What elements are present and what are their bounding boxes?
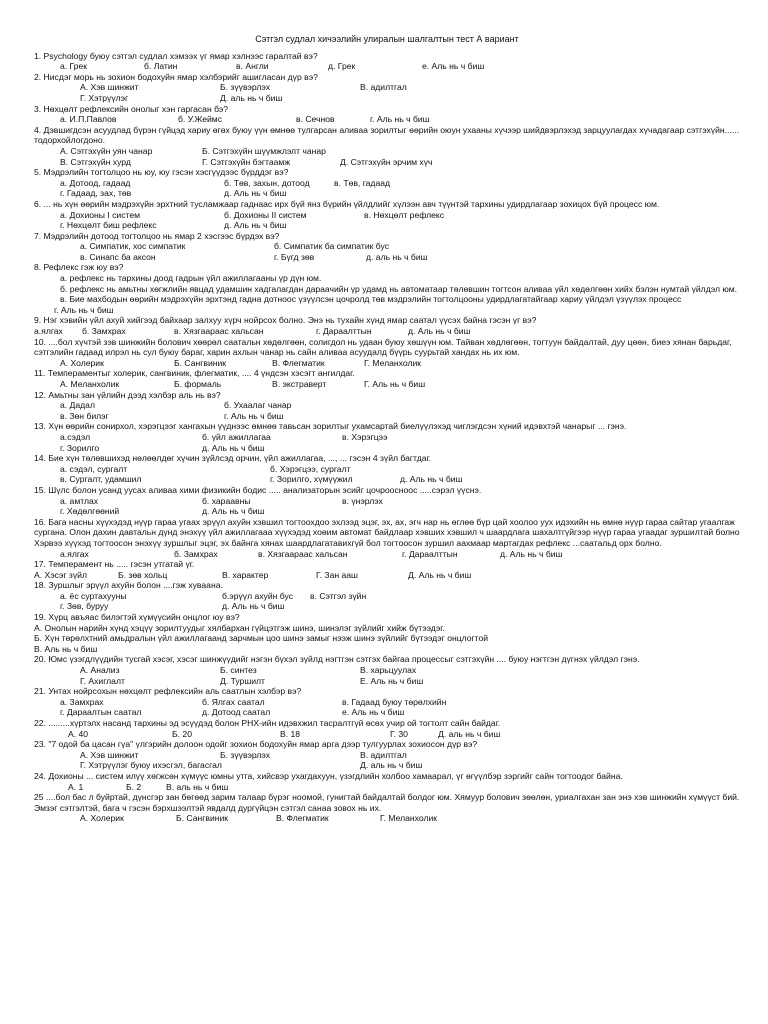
answer-option: а. И.П.Павлов xyxy=(60,114,117,125)
answer-option: Б. 2 xyxy=(126,781,142,792)
answer-option: д. Аль нь ч биш xyxy=(202,506,265,517)
answer-option: д. Аль нь ч биш xyxy=(222,601,285,612)
answer-option: В. Флегматик xyxy=(272,357,325,368)
answer-option: Д. аль нь ч биш xyxy=(220,92,283,103)
answer-option: б.эрүүл ахуйн бус xyxy=(222,590,294,601)
answer-option: б. Ухаалаг чанар xyxy=(224,400,292,411)
answer-option: в. Хязгаараас хальсан xyxy=(258,548,348,559)
answer-option: А. Холерик xyxy=(60,357,104,368)
answer-option: а. сэдэл, сургалт xyxy=(60,463,128,474)
answer-option: г. Аль нь ч биш xyxy=(224,410,284,421)
answer-option: Г. Хэтрүүлэг xyxy=(80,92,129,103)
answer-option: В. адилтгал xyxy=(360,82,407,93)
question-18 xyxy=(34,580,740,612)
question-text: 13. Хүн өөрийн сонирхол, хэрэгцээг хангахын үүднээс өмнөө тавьсан зорилтыг ухамсартай биелүүлэхэд чиглэгдсэн хүний идэвхтэй чанарыг ... гэнэ. xyxy=(34,421,627,432)
answer-option: Б. Хүн төрөлхтний амьдралын үйл ажиллагаанд зарчмын цоо шинэ замыг нээж шинэ зүйлийг бүтээдэг онцлогтой xyxy=(34,633,489,644)
answer-option: А. Холерик xyxy=(80,813,124,824)
question-11 xyxy=(34,368,740,389)
question-text: 12. Амьтны зан үйлийн дээд хэлбэр аль нь вэ? xyxy=(34,389,221,400)
answer-option: а.сэдэл xyxy=(60,431,91,442)
answer-option: Д. Туршилт xyxy=(220,675,265,686)
question-text: 21. Унтах нойрсохын нөхцөлт рефлексийн аль саатлын хэлбэр вэ? xyxy=(34,686,302,697)
question-text: 17. Темперамент нь ..... гэсэн утгатай үг. xyxy=(34,559,195,570)
question-2 xyxy=(34,72,740,104)
answer-option: А. Хэв шинжит xyxy=(80,749,139,760)
question-text: 8. Рефлекс гэж юу вэ? xyxy=(34,262,124,273)
answer-option: д. Аль нь ч биш xyxy=(202,442,265,453)
answer-option: г. Аль нь ч биш xyxy=(54,304,114,315)
answer-option: в. Нөхцөлт рефлекс xyxy=(364,209,445,220)
answer-option: б. рефлекс нь амьтны хөгжлийн явцад удамшин хадгалагдан дараачийн үр удамд нь автоматаар төлөвшин тогтсон аливаа үйл хөдөлгөөн хийх бэлэн нумтай үйлдэл юм. xyxy=(60,283,738,294)
answer-option: б. Симпатик ба симпатик бус xyxy=(274,241,389,252)
question-text: 25 ....бол бас л буйртай, дүнсгэр зан бөгөөд зарим талаар бүрэг ноомой, гунигтай байдалтай болдог юм. Хямуур болович зөөлөн, уриалгахан зан энэ хэв шинжийн хүмүүст бий. Эмзэг сэтгэлтэй, бага ч гэсэн бэрхшээлтэй явдалд дургүйцэн сэтгэл санаа зовох нь их. xyxy=(34,792,740,813)
answer-option: г. Нөхцөлт биш рефлекс xyxy=(60,220,157,231)
question-22 xyxy=(34,718,740,739)
answer-option: а. Грек xyxy=(60,61,88,72)
question-text: 15. Шүлс болон усанд уусах аливаа хими физикийн бодис ..... анализаторын эсийг цочроосноос .....сэрэл үүснэ. xyxy=(34,484,482,495)
question-text: 11. Темпераментыг холерик, сангвиник, флегматик, .... 4 үндсэн хэсэгт ангилдаг. xyxy=(34,368,355,379)
question-19 xyxy=(34,612,740,654)
answer-option: в. Хязгаараас хальсан xyxy=(174,326,264,337)
answer-option: г. Дараалттын xyxy=(402,548,458,559)
answer-option: д. Грек xyxy=(328,61,356,72)
answer-option: А. Хэсэг зүйл xyxy=(34,569,87,580)
answer-option: Г. Меланхолик xyxy=(364,357,422,368)
answer-option: в. Синапс ба аксон xyxy=(80,251,156,262)
answer-option: а. Дотоод, гадаад xyxy=(60,177,131,188)
answer-option: а. Дадал xyxy=(60,400,95,411)
answer-option: б. Ялгах саатал xyxy=(202,696,265,707)
answer-option: Б. 20 xyxy=(172,728,192,739)
answer-option: в. Төв, гадаад xyxy=(334,177,391,188)
answer-option: В. аль нь ч биш xyxy=(166,781,229,792)
answer-option: В. Аль нь ч биш xyxy=(34,643,98,654)
answer-option: Г. 30 xyxy=(390,728,408,739)
answer-option: А. Сэтгэхүйн уян чанар xyxy=(60,145,153,156)
answer-option: В. адилтгал xyxy=(360,749,407,760)
question-6 xyxy=(34,199,740,231)
answer-option: Б. Сэтгэхүйн шүүмжлэлт чанар xyxy=(202,145,326,156)
answer-option: Д. аль нь ч биш xyxy=(438,728,501,739)
answer-option: Г. Сэтгэхүйн бэгтаамж xyxy=(202,156,291,167)
question-text: 1. Psychology буюу сэтгэл судлал хэмээх үг ямар хэлнээс гаралтай вэ? xyxy=(34,50,318,61)
answer-option: А. Меланхолик xyxy=(60,379,120,389)
answer-option: г. Дараалттын xyxy=(316,326,372,337)
answer-option: д. Аль нь ч биш xyxy=(500,548,563,559)
answer-option: д. Аль нь ч биш xyxy=(224,188,287,199)
question-1 xyxy=(34,51,740,72)
question-24 xyxy=(34,771,740,792)
answer-option: А. Анализ xyxy=(80,665,120,676)
question-text: 3. Нөхцөлт рефлексийн онолыг хэн гаргасан бэ? xyxy=(34,103,229,114)
answer-option: В. 18 xyxy=(280,728,301,739)
question-text: 2. Нисдэг морь нь зохион бодохуйн ямар хэлбэрийг ашигласан дүр вэ? xyxy=(34,71,318,82)
answer-option: А. 40 xyxy=(68,728,89,739)
answer-option: Б. зүүвэрлэх xyxy=(220,82,270,93)
answer-option: в. Бие махбодын өөрийн мэдрэхүйн эрхтэнд гадна дотноос үзүүлсэн цочролд төв мэдрэлийн тогтолцооны удирдлагатайгаар хариу үйлдэл үзүүлэх процесс xyxy=(60,294,682,305)
question-15 xyxy=(34,485,740,517)
answer-option: г. Зорилго, хүмүүжил xyxy=(270,474,353,485)
answer-option: б. үйл ажиллагаа xyxy=(202,431,271,442)
answer-option: в. Зөн билэг xyxy=(60,410,109,421)
question-text: 10. ....бол хүчтэй зэв шинжийн болович хөөрөл саатальн хөдөлгөөн, солигдол нь удаан буюу хөшүүн юм. Тайван хөдлөгөөн, тогтуун байдалтай, дуу цөөн, биеэ хянан барьдаг, сэтгэлийн гадаад илрэл нь сул буюу бараг, харин ахлын чанар нь сайн аливаа асуудалд бүүрь суурьтай хандах нь их юм. xyxy=(34,336,732,358)
question-3 xyxy=(34,104,740,125)
answer-option: б. Латин xyxy=(144,61,178,72)
answer-option: г. Зөв, буруу xyxy=(60,601,109,612)
answer-option: а. Дохионы I систем xyxy=(60,209,141,220)
answer-option: Г. Ахиглалт xyxy=(80,675,125,686)
answer-option: Д. Аль нь ч биш xyxy=(408,569,472,580)
answer-option: Б. формаль xyxy=(174,379,222,389)
answer-option: Б. синтез xyxy=(220,665,257,676)
question-text: 4. Дэвшигдсэн асуудлад бүрэн гүйцэд хариу өгөх буюу үүн өмнөө тулгарсан аливаа зорилтыг өөрийн оюун ухааны хүчээр шийдвэрлэхэд зарцуулагдах хүчадагаар сэтгэхүйн...... тодорхойлогдоно. xyxy=(34,124,739,146)
question-text: 7. Мэдрэлийн дотоод тогтолцоо нь ямар 2 хэсгээс бүрдэх вэ? xyxy=(34,230,280,241)
answer-option: Е. Аль нь ч биш xyxy=(360,675,424,686)
answer-option: в. Сечнов xyxy=(296,114,335,125)
question-14 xyxy=(34,453,740,485)
answer-option: б. Замхрах xyxy=(82,326,126,337)
answer-option: д. Дотоод саатал xyxy=(202,707,271,718)
answer-option: Г. Хэтрүүлэг буюу ихэсгэл, багасгал xyxy=(80,760,222,771)
answer-option: б. Хэрэгцээ, сургалт xyxy=(270,463,351,474)
question-9 xyxy=(34,315,740,336)
answer-option: г. Дараалтын саатал xyxy=(60,707,142,718)
answer-option: Б. зөв хольц xyxy=(118,569,168,580)
answer-option: Г. Аль нь ч биш xyxy=(364,379,426,389)
answer-option: б. Замхрах xyxy=(174,548,218,559)
answer-option: г. Аль нь ч биш xyxy=(370,114,430,125)
document-title: Сэтгэл судлал хичээлийн улиралын шалгалтын тест А вариант xyxy=(255,34,519,44)
answer-option: а. Симпатик, хос симпатик xyxy=(80,241,186,252)
question-10 xyxy=(34,337,740,369)
answer-option: А. Онолын нарийн хүнд хэцүү зорилтуудыг хялбархан гүйцэтгэж шинэ, шинэлэг зүйлийг хийж бүтээдэг. xyxy=(34,622,445,633)
answer-option: е. Аль нь ч биш xyxy=(342,707,405,718)
answer-option: В. харьцуулах xyxy=(360,665,417,676)
question-8 xyxy=(34,262,740,315)
answer-option: Б. Сангвиник xyxy=(176,813,229,824)
answer-option: б. Дохионы II систем xyxy=(224,209,307,220)
answer-option: в. Англи xyxy=(236,61,269,72)
answer-option: г. Хөдөлгөөний xyxy=(60,506,120,517)
answer-option: в. Сэтгэл зүйн xyxy=(310,590,367,601)
answer-option: Д. Сэтгэхүйн эрчим хүч xyxy=(340,156,433,167)
answer-option: А. Хэв шинжит xyxy=(80,82,139,93)
answer-option: Б. Сангвиник xyxy=(174,357,227,368)
answer-option: Г. Меланхолик xyxy=(380,813,438,824)
answer-option: В. Флегматик xyxy=(276,813,329,824)
question-text: 19. Хүрц авъяас билэгтэй хүмүүсийн онцлог юу вэ? xyxy=(34,612,240,623)
answer-option: д. Аль нь ч биш xyxy=(400,474,463,485)
answer-option: В. характер xyxy=(222,569,269,580)
question-12 xyxy=(34,390,740,422)
question-text: 20. Юмс үзэгдлүүдийн тусгай хэсэг, хэсэг шинжүүдийг нэгэн бүхэл зүйлд нэгтгэн сэтгэх байгаа процессыг сэтгэхүйн .... буюу нэгтгэн дүгнэх үйлдэл гэнэ. xyxy=(34,654,640,665)
answer-option: г. Гадаад, зах, төв xyxy=(60,188,132,199)
answer-option: Д. аль нь ч биш xyxy=(360,760,423,771)
answer-option: В. Сэтгэхүйн хурд xyxy=(60,156,131,167)
answer-option: б. Төв, захын, дотоод xyxy=(224,177,310,188)
question-5 xyxy=(34,167,740,199)
question-16 xyxy=(34,517,740,559)
answer-option: г. Зорилго xyxy=(60,442,100,453)
answer-option: в. Сургалт, удамшил xyxy=(60,474,142,485)
answer-option: в. Гадаад буюу төрөлхийн xyxy=(342,696,447,707)
answer-option: д. Аль нь ч биш xyxy=(224,220,287,231)
answer-option: В. экстраверт xyxy=(272,379,327,389)
answer-option: е. Аль нь ч биш xyxy=(422,61,485,72)
answer-option: а. амтлах xyxy=(60,495,99,506)
answer-option: б. У.Жеймс xyxy=(178,114,223,125)
answer-option: Б. зүүвэрлэх xyxy=(220,749,270,760)
question-13 xyxy=(34,421,740,453)
answer-option: Г. Зан ааш xyxy=(316,569,358,580)
question-20 xyxy=(34,654,740,686)
question-7 xyxy=(34,231,740,263)
question-text: 14. Бие хүн төлөвшихэд нөлөөлдөг хүчин зүйлсэд орчин, үйл ажиллагаа, ..., ... гэсэн 4 зүйл багтдаг. xyxy=(34,453,431,464)
answer-option: а. ёс суртахууны xyxy=(60,590,127,601)
answer-option: г. Бүгд зөв xyxy=(274,251,315,262)
question-text: 18. Зуршлыг эрүүл ахуйн болон ....гэж хуваана. xyxy=(34,580,223,591)
question-text: 23. "7 одой ба цасан гүа" үлгэрийн долоон одойг зохион бодохуйн ямар арга дээр тулгуурлах зохиосон дүр вэ? xyxy=(34,739,478,750)
question-4 xyxy=(34,125,740,167)
question-23 xyxy=(34,739,740,771)
answer-option: в. үнэрлэх xyxy=(342,495,383,506)
question-25 xyxy=(34,792,740,824)
question-text: 6. ... нь хүн өөрийн мэдрэхүйн эрхтний тусламжаар гаднаас ирх бүй янз бүрийн үйлдлийг хүлээн авч түүнтэй тархины удирдлагаар зохицох бүй процесс юм. xyxy=(34,198,660,209)
question-text: 22. .........хүртэлх насанд тархины эд эсүүдэд болон РНХ-ийн идэвхжил тасралтгүй өсөх учир ой тогтолт сайн байдаг. xyxy=(34,718,501,728)
question-17 xyxy=(34,559,740,580)
answer-option: А. 1 xyxy=(68,781,84,792)
question-text: 5. Мэдрэлийн тогтолцоо нь юу, юу гэсэн хэсгүүдээс бүрддэг вэ? xyxy=(34,167,289,178)
answer-option: а. рефлекс нь тархины доод гадрын үйл ажиллагааны үр дүн юм. xyxy=(60,273,322,284)
question-text: 16. Бага насны хүүхэдэд нүүр гараа угаах эрүүл ахуйн хэвшил тогтоохдоо эхлээд эцэг, эх, ах, эгч нар нь өглөө бүр цай хоолоо уух идэхийн нь өмнө нүүр гараа сайтар угаалгаж сургана. Олон дахин давтальн дүнд энэхүү үйл ажиллагааа хүүхэдэд хоөим автомат байдлаар хэвших хэвшил ч шаардлага шахалтгүйгээр нүүр гараа угаадаг зуршилтай болно Хэрвээ хүүхэд тогтоосон энэхүү зуршлыг эцэг, эх байнга хянах шаардлагатавихгүй бол тогтоосон зуршил аахмаар мартагдах рефлекс ...саатальд орх болно. xyxy=(34,516,740,548)
question-21 xyxy=(34,686,740,718)
question-text: 24. Дохионы ... систем илүү хөгжсөн хүмүүс юмны утга, хийсвэр ухагдахуун, үзэгдлийн холбоо хамаарал, үг өгүүлбэр зэргийг сайн тогтоодог байна. xyxy=(34,770,623,781)
answer-option: д. Аль нь ч биш xyxy=(408,326,471,337)
answer-option: а. Замхрах xyxy=(60,696,104,707)
answer-option: д. аль нь ч биш xyxy=(366,251,428,262)
question-text: 9. Нэг хэвийн үйл ахуй хийгээд байхаар залхуу хүрч нойрсох болно. Энэ нь тухайн хүнд ямар саатал үүсэх байна гэсэн үг вэ? xyxy=(34,315,537,326)
answer-option: а.ялгах xyxy=(60,548,89,559)
answer-option: а.ялгах xyxy=(34,326,63,337)
answer-option: в. Хэрэгцээ xyxy=(342,431,388,442)
test-document xyxy=(34,34,740,824)
answer-option: б. хараавны xyxy=(202,495,251,506)
